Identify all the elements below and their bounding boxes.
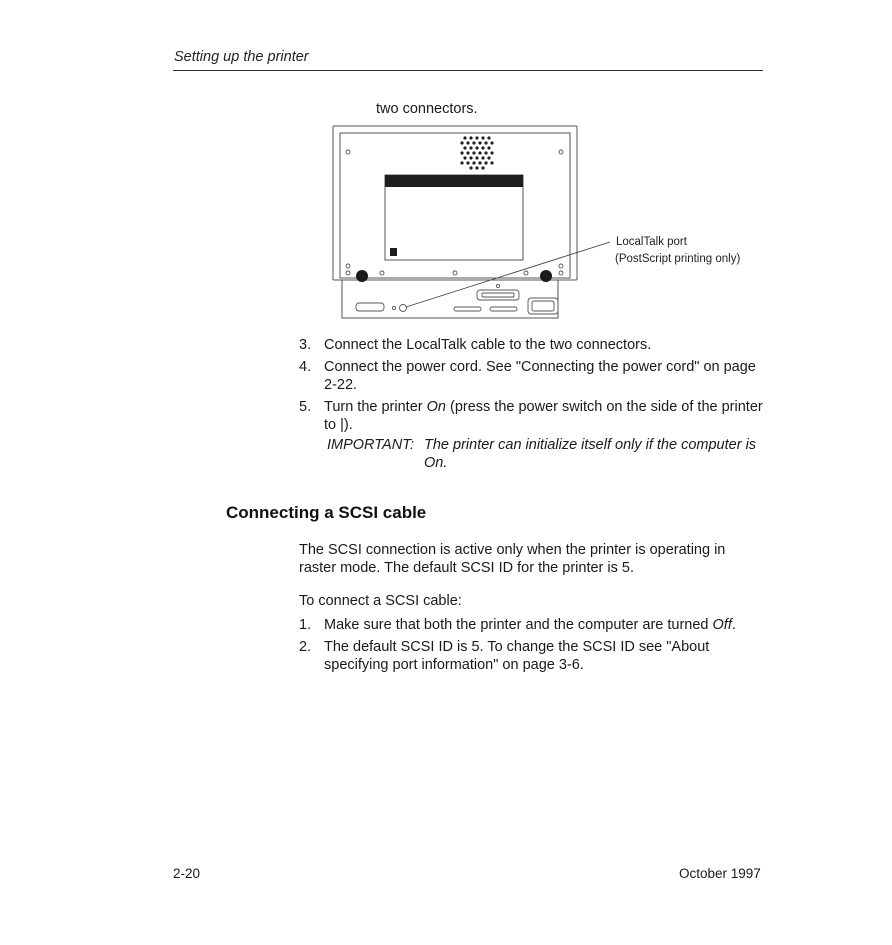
step-number: 4.	[299, 359, 312, 375]
section-paragraph: To connect a SCSI cable:	[299, 593, 462, 609]
step-text-part: (press the power switch on the side of the printer to |).	[324, 399, 763, 433]
page-number: 2-20	[173, 866, 201, 881]
section-heading: Connecting a SCSI cable	[226, 503, 427, 522]
step-number: 3.	[299, 337, 312, 353]
step-text-part: Turn the printer	[324, 399, 427, 415]
section-paragraph: The SCSI connection is active only when the printer is operating in raster mode. The default SCSI ID for the printer is 5.	[299, 542, 726, 576]
list-item	[299, 616, 764, 634]
step-number: 5.	[299, 399, 312, 415]
step-text: Connect the power cord. See "Connecting the power cord" on page 2-22.	[324, 359, 756, 393]
list-item	[299, 398, 764, 434]
step-text: The default SCSI ID is 5. To change the SCSI ID see "About specifying port information" on page 3-6.	[324, 639, 710, 673]
step-text: Connect the LocalTalk cable to the two connectors.	[324, 337, 652, 353]
step-text-part: .	[731, 617, 736, 633]
list-item	[299, 336, 764, 354]
step-text-emphasis: On	[426, 399, 446, 415]
running-header: Setting up the printer	[174, 49, 309, 65]
footer-date: October 1997	[679, 866, 761, 881]
step-text-part: Make sure that both the printer and the computer are turned	[324, 617, 713, 633]
callout-label-postscript: (PostScript printing only)	[615, 253, 741, 265]
step-text	[324, 616, 764, 634]
step-text-emphasis: Off	[712, 617, 732, 633]
step-number: 2.	[299, 639, 312, 655]
intro-text: two connectors.	[376, 101, 478, 117]
step-number: 1.	[299, 617, 312, 633]
important-text: The printer can initialize itself only if the computer is On.	[424, 437, 757, 471]
callout-label-localtalk: LocalTalk port	[616, 236, 687, 248]
important-label: IMPORTANT:	[327, 437, 414, 453]
important-note	[327, 436, 767, 472]
step-text	[324, 398, 764, 434]
list-item	[299, 638, 764, 674]
printer-rear-panel-drawing	[320, 118, 760, 328]
header-rule	[173, 70, 763, 71]
printer-rear-panel-illustration	[320, 118, 760, 328]
list-item	[299, 358, 764, 394]
